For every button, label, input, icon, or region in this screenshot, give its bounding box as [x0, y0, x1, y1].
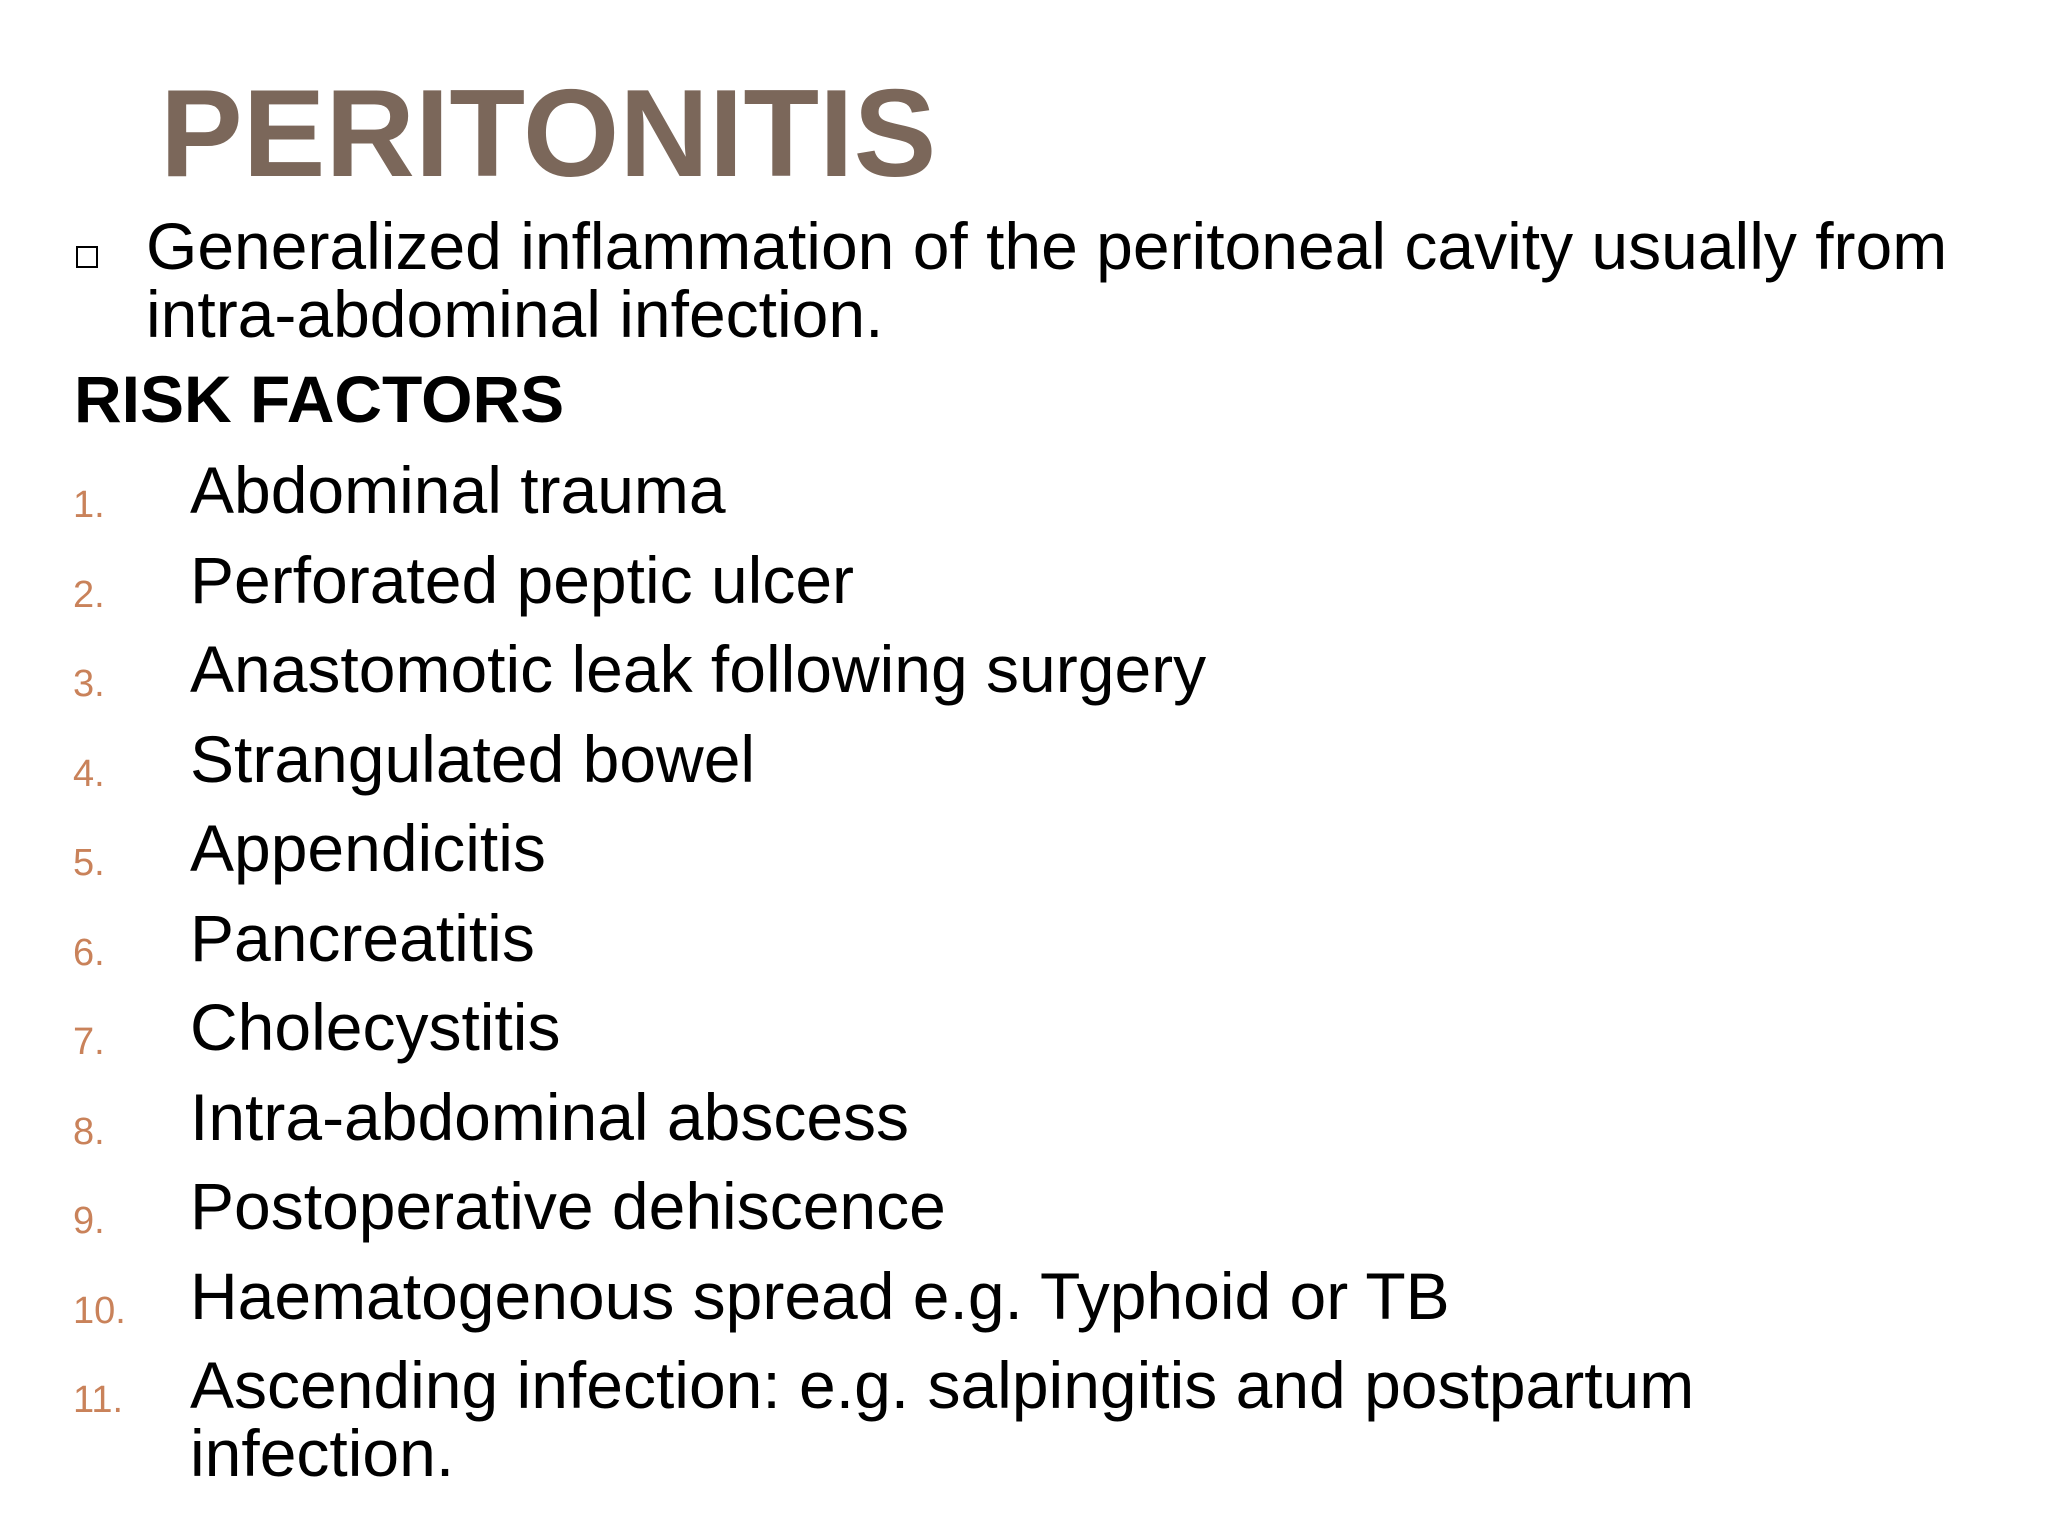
list-item-number: 5. — [73, 842, 105, 884]
list-item-number: 3. — [73, 663, 105, 705]
list-item-text: Ascending infection: e.g. salpingitis and postpartum infection. — [190, 1348, 1695, 1490]
list-item-text: Strangulated bowel — [190, 721, 756, 796]
list-item — [0, 1258, 2048, 1352]
list-item — [0, 811, 2048, 904]
list-item-text: Cholecystitis — [190, 990, 561, 1064]
list-item — [0, 632, 2048, 725]
list-item-number: 4. — [73, 752, 105, 795]
intro-bullet-item — [76, 209, 1976, 351]
list-item — [0, 542, 2048, 636]
list-item-text: Perforated peptic ulcer — [190, 542, 855, 617]
risk-factors-list — [0, 453, 2048, 1490]
list-item — [0, 990, 2048, 1083]
section-heading-risk-factors: RISK FACTORS — [74, 362, 565, 436]
slide-title: PERITONITIS — [160, 65, 937, 203]
list-item-number: 9. — [73, 1200, 105, 1242]
list-item — [0, 1348, 2048, 1490]
list-item-number: 11. — [73, 1379, 124, 1421]
list-item-number: 8. — [73, 1110, 105, 1153]
list-item-text: Appendicitis — [190, 811, 546, 885]
list-item — [0, 453, 2048, 546]
list-item — [0, 1169, 2048, 1262]
list-item-number: 2. — [73, 573, 105, 616]
list-item-text: Anastomotic leak following surgery — [190, 632, 1207, 706]
list-item-number: 7. — [73, 1021, 105, 1063]
list-item-text: Abdominal trauma — [190, 453, 726, 527]
list-item-number: 6. — [73, 931, 105, 974]
hollow-square-bullet-icon — [76, 246, 98, 268]
list-item-text: Postoperative dehiscence — [190, 1169, 946, 1243]
list-item-number: 1. — [73, 484, 105, 526]
list-item-text: Haematogenous spread e.g. Typhoid or TB — [190, 1258, 1450, 1333]
list-item-text: Pancreatitis — [190, 900, 535, 975]
list-item-text: Intra-abdominal abscess — [190, 1079, 910, 1154]
list-item-number: 10. — [73, 1289, 126, 1332]
intro-text: Generalized inflammation of the peritoneal cavity usually from intra-abdominal infection. — [146, 209, 1948, 351]
list-item — [0, 900, 2048, 994]
list-item — [0, 721, 2048, 815]
list-item — [0, 1079, 2048, 1173]
